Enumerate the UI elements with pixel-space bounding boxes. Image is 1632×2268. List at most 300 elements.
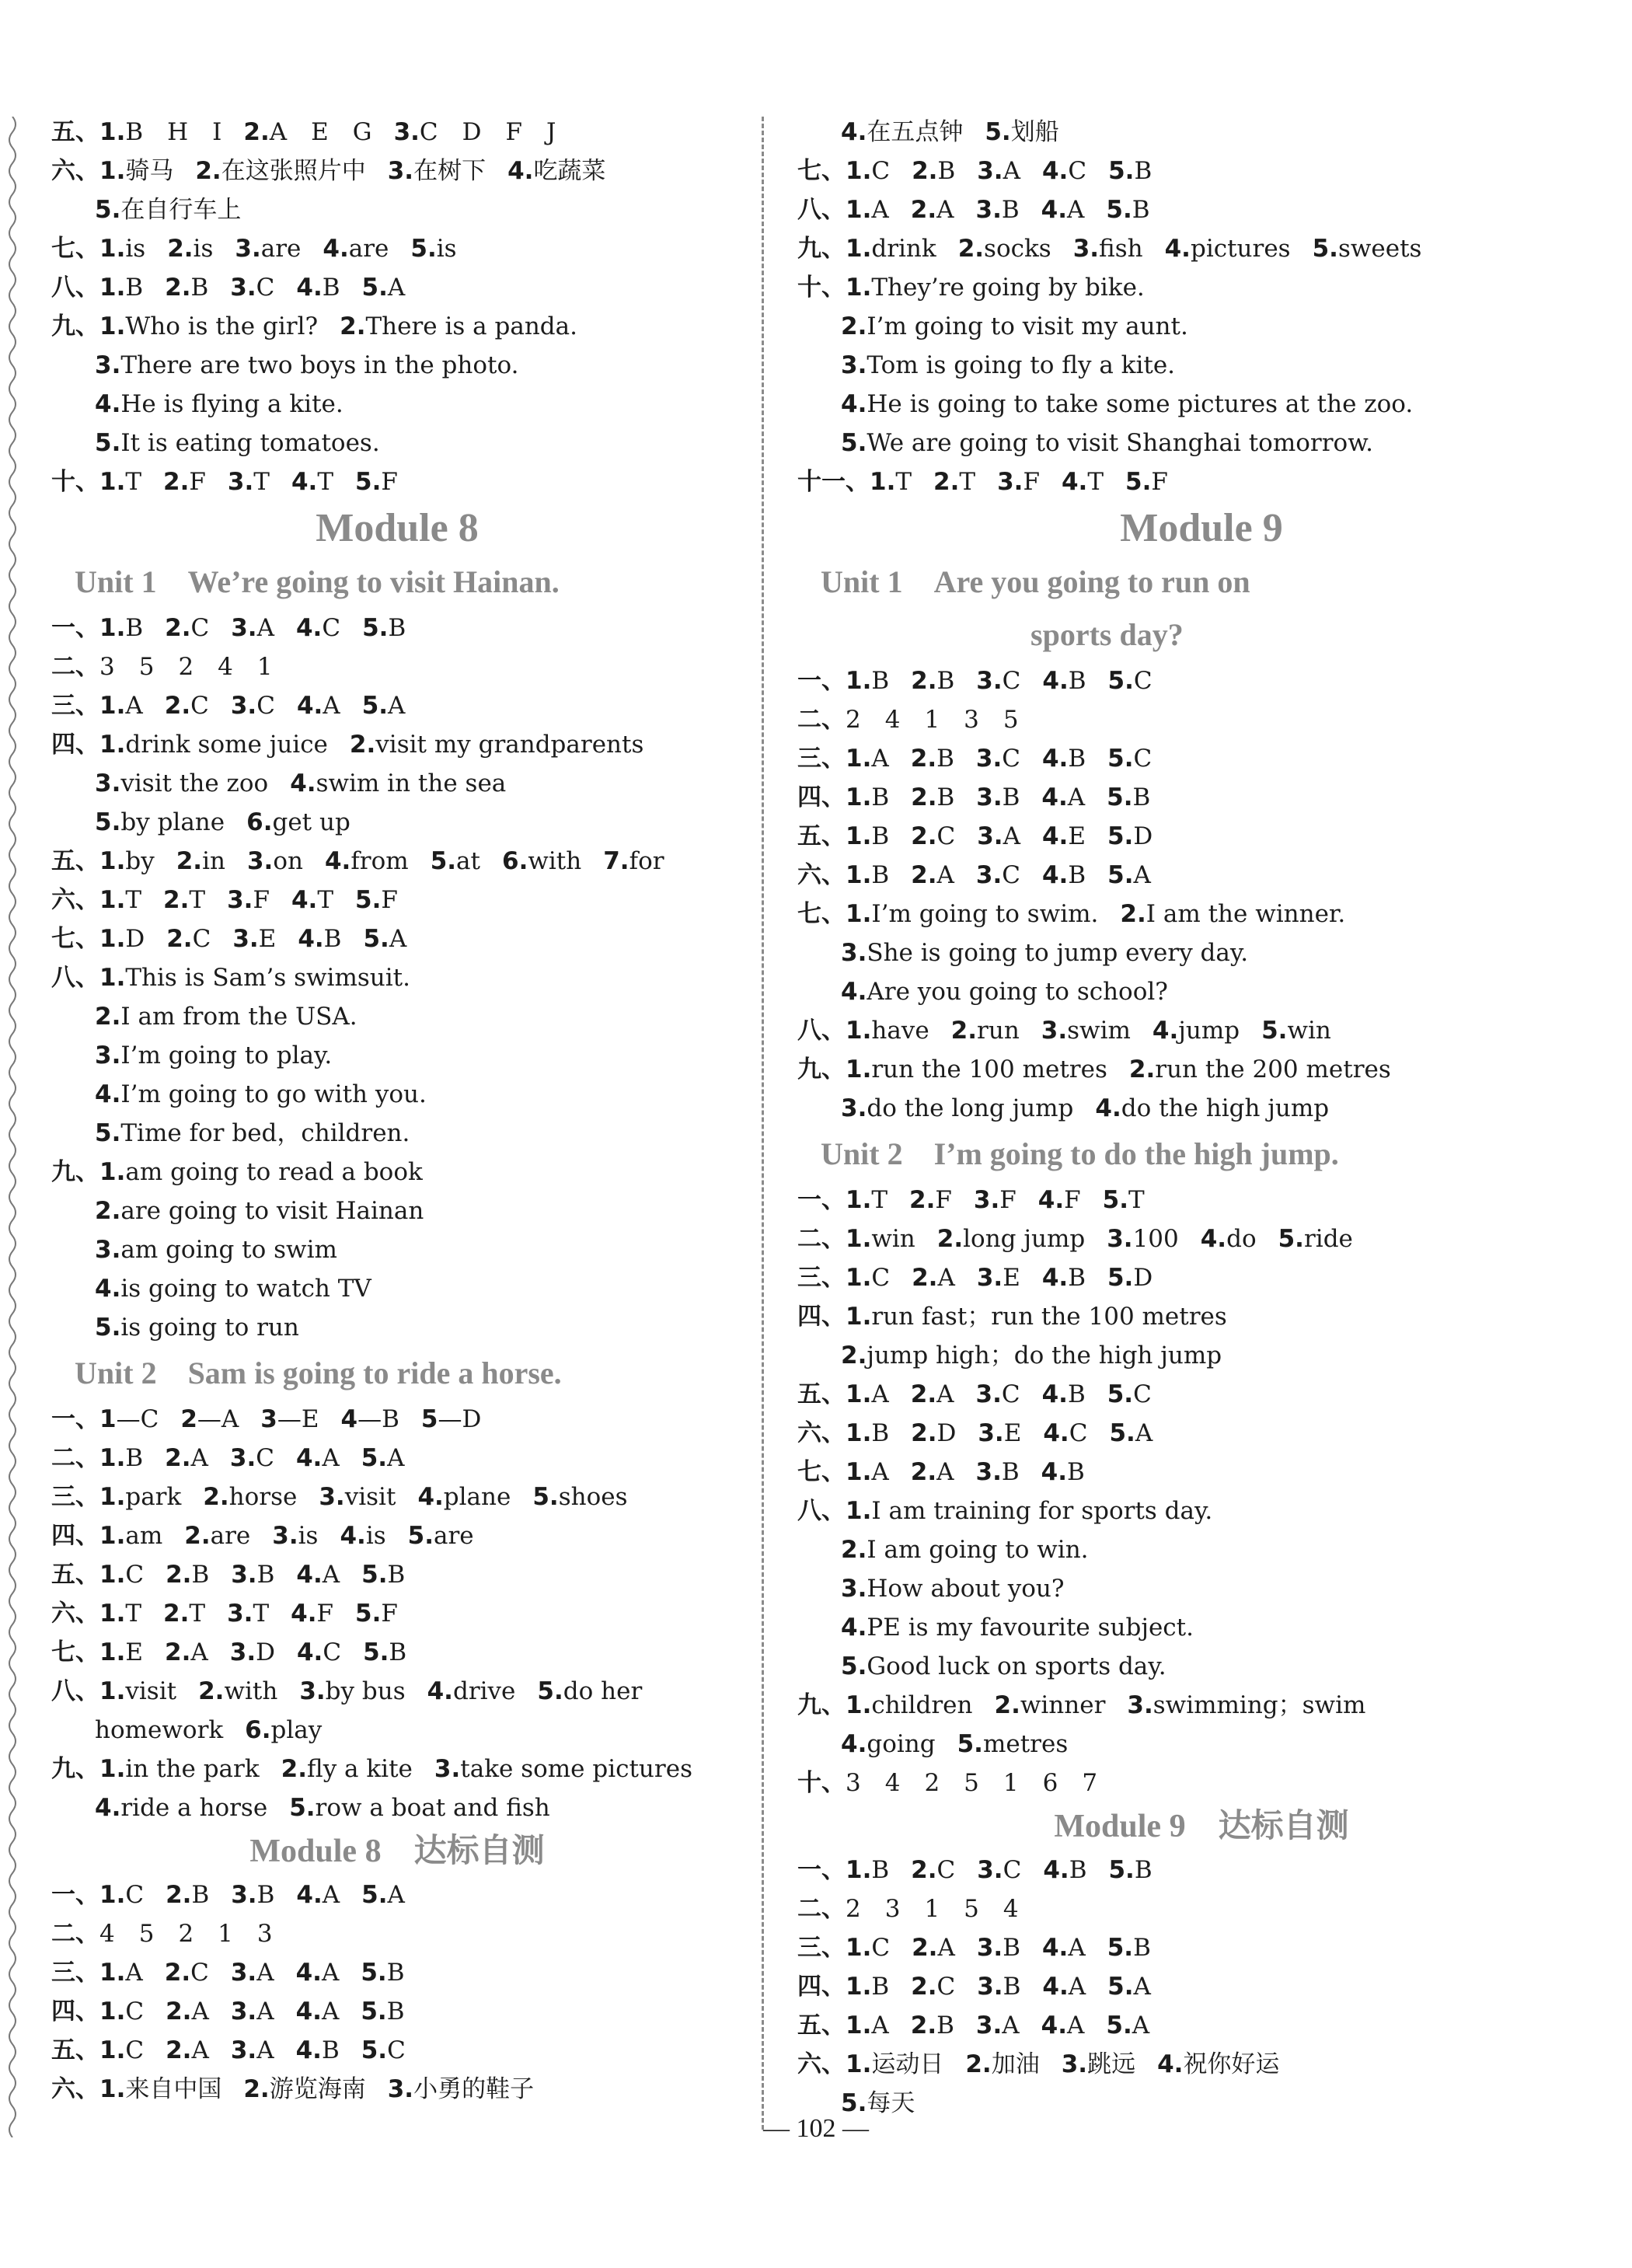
answer-text: E (125, 1638, 143, 1666)
answer-item (99, 1920, 273, 1948)
answer-item (1107, 745, 1152, 773)
answer-text: is (125, 235, 146, 263)
question-number: 4. (841, 978, 867, 1006)
question-number: 3. (230, 1998, 257, 2025)
answer-item (99, 312, 318, 340)
section-number: 七、 (797, 157, 846, 185)
answer-item (184, 1522, 250, 1550)
answer-text: A (190, 1444, 208, 1472)
answer-item (958, 235, 1051, 263)
question-number: 2. (950, 1017, 978, 1045)
answer-text: children (871, 1691, 973, 1719)
answer-text: T (125, 1600, 142, 1628)
answer-text: homework (95, 1716, 224, 1744)
question-number: 3. (1061, 2050, 1088, 2078)
answer-line (797, 1297, 1606, 1336)
answer-item (245, 1716, 322, 1744)
answer-text: B (1069, 1856, 1087, 1884)
question-number: 3. (230, 692, 257, 720)
answer-text: by plane (120, 808, 225, 836)
left-column (51, 113, 743, 2109)
answer-item (165, 1444, 208, 1472)
question-number: 1. (99, 1638, 126, 1666)
answer-item (99, 274, 143, 302)
answer-item (912, 157, 955, 185)
answer-text: win (1287, 1017, 1331, 1045)
section-number: 五、 (51, 2036, 99, 2064)
answer-text: C (936, 1973, 956, 2001)
answer-text: going (867, 1730, 936, 1758)
answer-text: A (191, 1998, 209, 2025)
answer-text: C (1001, 1380, 1020, 1408)
answer-item (1042, 861, 1086, 889)
question-number: 1. (846, 861, 872, 889)
answer-item (203, 1483, 297, 1511)
section-number: 四、 (51, 1522, 99, 1550)
answer-text: F (189, 468, 206, 496)
answer-item (965, 2050, 1039, 2078)
answer-text: I’m going to swim. (871, 900, 1099, 928)
answer-text: C (387, 2036, 406, 2064)
answer-item (296, 1998, 340, 2025)
question-number: 5. (1107, 745, 1134, 773)
answer-item (297, 1638, 341, 1666)
answer-text: A (323, 692, 340, 720)
question-number: 2. (243, 2075, 270, 2103)
question-number: 2. (164, 692, 191, 720)
question-number: 4 (340, 1405, 358, 1433)
answer-item (340, 312, 577, 340)
answer-item (1041, 196, 1085, 224)
answer-line (51, 190, 743, 229)
answer-item (846, 1497, 1212, 1525)
question-number: 5. (361, 1998, 387, 2025)
answer-text: T (253, 1600, 270, 1628)
unit-heading: sports day? (1030, 617, 1184, 652)
question-number: 4. (290, 769, 316, 797)
answer-item (431, 847, 480, 875)
question-number: 1. (846, 1264, 872, 1292)
question-number: 3. (976, 783, 1003, 811)
answer-text: A (1133, 1973, 1151, 2001)
answer-item (355, 1600, 398, 1628)
answer-item (99, 1158, 423, 1186)
question-number: 1. (99, 964, 126, 992)
answer-text: B (1068, 667, 1086, 695)
answer-line (797, 895, 1606, 933)
answer-item (1157, 2050, 1279, 2078)
answer-item (977, 1856, 1021, 1884)
question-number: 5. (410, 235, 437, 263)
section-number: 五、 (797, 1380, 846, 1408)
question-number: 4. (1042, 667, 1069, 695)
question-number: 3. (319, 1483, 345, 1511)
answer-item (976, 745, 1020, 773)
answer-item (1062, 468, 1104, 496)
answer-item (166, 1881, 209, 1909)
answer-line (51, 424, 743, 462)
section-number: 十、 (51, 468, 99, 496)
question-number: 1. (846, 667, 872, 695)
answer-text: drink (871, 235, 936, 263)
answer-item (291, 886, 333, 914)
answer-text: A (1003, 157, 1020, 185)
question-number: 2. (165, 1444, 191, 1472)
answer-text: play (270, 1716, 323, 1744)
answer-item (231, 2036, 274, 2064)
answer-text: This is Sam’s swimsuit. (125, 964, 410, 992)
answer-item (1313, 235, 1422, 263)
answer-text: F (935, 1186, 952, 1214)
answer-item (977, 1264, 1020, 1292)
section-number: 二、 (797, 706, 846, 734)
answer-item (933, 468, 975, 496)
answer-text: We are going to visit Shanghai tomorrow. (867, 429, 1373, 457)
answer-line (797, 1647, 1606, 1686)
answer-text: 划船 (1010, 118, 1059, 146)
answer-item (1107, 1934, 1151, 1962)
answer-text: Are you going to school? (867, 978, 1168, 1006)
answer-item (362, 274, 406, 302)
answer-item (99, 2075, 221, 2103)
answer-item (1042, 1264, 1086, 1292)
question-number: 5. (289, 1794, 316, 1822)
answer-item (361, 1561, 405, 1589)
question-number: 2. (994, 1691, 1020, 1719)
answer-line (797, 1219, 1606, 1258)
section-number: 九、 (797, 1055, 846, 1083)
answer-item (361, 2036, 406, 2064)
answer-item (841, 429, 1373, 457)
answer-item (163, 886, 205, 914)
question-number: 2. (911, 667, 937, 695)
question-number: 4. (1043, 1419, 1069, 1447)
answer-text: B (936, 745, 954, 773)
answer-text: C (125, 2036, 145, 2064)
answer-text: by (125, 847, 155, 875)
question-number: 5. (985, 118, 1011, 146)
question-number: 4. (1037, 1186, 1065, 1214)
answer-text: A (387, 1444, 405, 1472)
section-number: 十、 (797, 274, 846, 302)
question-number: 4. (1041, 2012, 1067, 2039)
question-number: 3. (977, 822, 1003, 850)
question-number: 3 (260, 1405, 277, 1433)
unit-heading: Unit 2 Sam is going to ride a horse. (75, 1356, 562, 1390)
answer-text: A (387, 274, 406, 302)
answer-line (51, 1555, 743, 1594)
answer-text: C (1002, 861, 1020, 889)
question-number: 5. (355, 886, 382, 914)
answer-item (99, 1998, 144, 2025)
answer-item (299, 1677, 405, 1705)
answer-text: with (224, 1677, 278, 1705)
answer-item (846, 1186, 887, 1214)
answer-text: 每天 (867, 2089, 915, 2117)
question-number: 1. (99, 731, 126, 759)
answer-text: A (1133, 861, 1151, 889)
question-number: 2. (166, 1881, 192, 1909)
question-number: 4. (295, 1959, 322, 1987)
answer-item (99, 847, 155, 875)
answer-text: A (125, 692, 143, 720)
question-number: 1. (99, 1959, 126, 1987)
answer-item (846, 1934, 890, 1962)
question-number: 5. (1107, 1973, 1134, 2001)
answer-item (846, 900, 1098, 928)
question-number: 1. (99, 1444, 126, 1472)
section-number: 五、 (51, 847, 99, 875)
answer-line (797, 856, 1606, 895)
answer-line (797, 462, 1606, 501)
question-number: 1. (99, 1755, 126, 1783)
question-number: 1. (846, 1973, 872, 2001)
answer-text: —D (438, 1405, 482, 1433)
answer-text: A (936, 1380, 954, 1408)
question-number: 3. (231, 1561, 257, 1589)
question-number: 2. (164, 1959, 191, 1987)
question-number: 2. (933, 468, 960, 496)
question-number: 3. (841, 1094, 867, 1122)
answer-text: jump (1178, 1017, 1240, 1045)
answer-item (976, 667, 1020, 695)
question-number: 5. (355, 1600, 382, 1628)
answer-line (51, 1153, 743, 1192)
question-number: 5. (95, 1119, 121, 1147)
question-number: 1. (846, 783, 872, 811)
answer-item (99, 468, 141, 496)
question-number: 3. (95, 1236, 121, 1264)
answer-text: —B (357, 1405, 399, 1433)
answer-item (912, 1264, 955, 1292)
question-number: 4. (295, 1998, 322, 2025)
answer-item (1108, 1856, 1152, 1884)
answer-text: C (190, 692, 209, 720)
section-number: 一、 (51, 614, 99, 642)
answer-text: A (321, 1959, 340, 1987)
answer-line (797, 1608, 1606, 1647)
question-number: 3. (232, 925, 259, 953)
answer-text: T (317, 468, 334, 496)
answer-item (841, 1342, 1222, 1370)
answer-line (51, 725, 743, 764)
answer-text: am going to swim (120, 1236, 337, 1264)
answer-text: T (253, 468, 270, 496)
question-number: 1. (99, 1158, 126, 1186)
answer-text: B (323, 925, 342, 953)
answer-item (1261, 1017, 1331, 1045)
answer-text: B (1132, 196, 1150, 224)
answer-item (281, 1755, 413, 1783)
question-number: 2. (203, 1483, 229, 1511)
section-number: 八、 (797, 1497, 846, 1525)
answer-item (1278, 1225, 1353, 1253)
answer-line (797, 972, 1606, 1011)
answer-item (95, 1314, 299, 1342)
answer-item (1042, 1973, 1086, 2001)
answer-item (957, 1730, 1069, 1758)
answer-item (230, 1444, 274, 1472)
answer-item (247, 847, 303, 875)
answer-text: drink some juice (125, 731, 328, 759)
answer-text: C (1069, 1419, 1088, 1447)
answer-text: A (191, 2036, 209, 2064)
answer-text: D (125, 925, 145, 953)
answer-text: A (871, 1380, 889, 1408)
answer-item (232, 925, 276, 953)
question-number: 2. (911, 783, 937, 811)
answer-item (99, 653, 273, 681)
question-number: 3. (976, 667, 1003, 695)
answer-item (911, 822, 955, 850)
answer-item (388, 2075, 534, 2103)
answer-text: C (1133, 1380, 1152, 1408)
section-number: 七、 (51, 1638, 99, 1666)
question-number: 5. (1106, 2012, 1132, 2039)
question-number: 1. (846, 1017, 872, 1045)
answer-item (1043, 1856, 1086, 1884)
answer-text: in (202, 847, 225, 875)
answer-text: A (1068, 1973, 1086, 2001)
question-number: 6. (246, 808, 273, 836)
answer-text: run fast；run the 100 metres (871, 1303, 1227, 1331)
answer-line (51, 1914, 743, 1953)
answer-text: A (125, 1959, 143, 1987)
section-number: 七、 (51, 235, 99, 263)
section-number: 一、 (51, 1405, 99, 1433)
answer-item (1120, 900, 1345, 928)
section-number: 九、 (51, 1755, 99, 1783)
answer-item (1042, 745, 1086, 773)
question-number: 1. (846, 1303, 872, 1331)
answer-text: Tom is going to fly a kite. (867, 351, 1176, 379)
answer-item (911, 1856, 955, 1884)
answer-item (361, 1444, 405, 1472)
answer-line (797, 1764, 1606, 1802)
answer-line (51, 1114, 743, 1153)
question-number: 3. (841, 351, 867, 379)
question-number: 2. (910, 196, 937, 224)
answer-text: long jump (963, 1225, 1086, 1253)
question-number: 5. (841, 2089, 867, 2117)
answer-line (797, 661, 1606, 700)
answer-text: take some pictures (460, 1755, 692, 1783)
answer-item (362, 692, 406, 720)
question-number: 3. (227, 468, 254, 496)
answer-text: B (1068, 861, 1086, 889)
answer-text: T (895, 468, 912, 496)
answer-line (51, 1633, 743, 1672)
question-number: 4. (295, 614, 323, 642)
answer-text: Time for bed，children. (120, 1119, 410, 1147)
answer-text: C (256, 274, 275, 302)
answer-item (911, 1419, 956, 1447)
question-number: 2. (911, 1856, 937, 1884)
answer-item (230, 1638, 275, 1666)
answer-item (846, 1380, 889, 1408)
answer-item (95, 1716, 223, 1744)
answer-line (51, 958, 743, 997)
section-number: 六、 (51, 2075, 99, 2103)
answer-item (846, 1303, 1227, 1331)
question-number: 5. (1125, 468, 1152, 496)
answer-text: B (871, 1419, 890, 1447)
answer-item (165, 614, 209, 642)
section-number: 七、 (51, 925, 99, 953)
question-number: 3. (393, 118, 420, 146)
answer-text: on (273, 847, 303, 875)
answer-line (797, 385, 1606, 424)
answer-text: is going to run (120, 1314, 299, 1342)
answer-text: He is going to take some pictures at the zoo. (867, 390, 1414, 418)
answer-text: run the 200 metres (1155, 1055, 1391, 1083)
answer-line (51, 1672, 743, 1711)
answer-item (997, 468, 1040, 496)
answer-text: is (365, 1522, 386, 1550)
answer-text: T (125, 468, 142, 496)
answer-text: 2 4 1 3 5 (846, 706, 1019, 734)
question-number: 1. (99, 886, 126, 914)
question-number: 5. (537, 1677, 563, 1705)
answer-text: B (322, 274, 340, 302)
answer-item (1106, 196, 1149, 224)
answer-text: B (871, 861, 890, 889)
question-number: 6. (502, 847, 528, 875)
answer-item (1103, 1186, 1145, 1214)
answer-item (603, 847, 664, 875)
answer-text: visit my grandparents (375, 731, 644, 759)
answer-item (846, 157, 890, 185)
answer-text: D (936, 1419, 957, 1447)
answer-item (434, 1755, 692, 1783)
answer-text: is (298, 1522, 319, 1550)
question-number: 4. (95, 1275, 121, 1303)
answer-text: B (871, 667, 890, 695)
question-number: 3. (246, 847, 274, 875)
answer-item (167, 235, 213, 263)
question-number: 4. (1152, 1017, 1179, 1045)
answer-item (198, 1677, 277, 1705)
answer-text: B (1002, 783, 1020, 811)
question-number: 1. (99, 1998, 126, 2025)
question-number: 5. (1278, 1225, 1304, 1253)
answer-text: —C (116, 1405, 159, 1433)
answer-line (51, 113, 743, 152)
answer-text: B (936, 667, 955, 695)
answer-item (1095, 1094, 1329, 1122)
question-number: 7. (603, 847, 629, 875)
answer-item (99, 157, 173, 185)
answer-line (797, 1453, 1606, 1492)
question-number: 5. (1107, 822, 1134, 850)
question-number: 4. (427, 1677, 453, 1705)
answer-item (951, 1017, 1020, 1045)
question-number: 3. (975, 861, 1003, 889)
answer-text: A (1067, 783, 1086, 811)
section-number: 四、 (51, 1998, 99, 2025)
answer-item (362, 614, 406, 642)
question-number: 2. (166, 1561, 192, 1589)
answer-line (797, 1530, 1606, 1569)
question-number: 2. (349, 731, 376, 759)
answer-text: horse (228, 1483, 298, 1511)
answer-text: C (1003, 1856, 1022, 1884)
answer-text: B (125, 614, 144, 642)
answer-line (797, 1181, 1606, 1219)
question-number: 3. (95, 769, 121, 797)
answer-text: are (434, 1522, 474, 1550)
answer-line (797, 1725, 1606, 1764)
